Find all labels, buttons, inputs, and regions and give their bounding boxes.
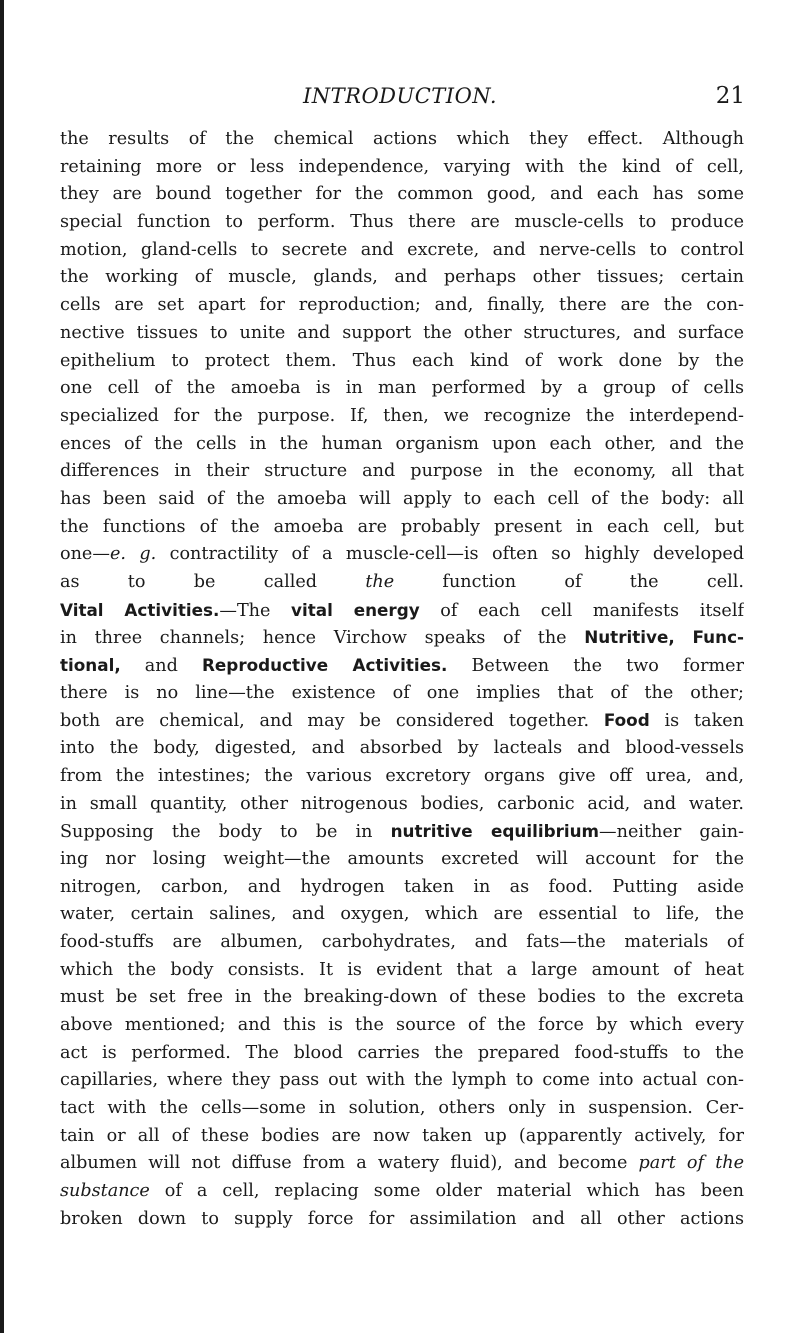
- text-run: nective tissues to unite and support the other structures, and surface: [60, 322, 744, 343]
- text-run: one cell of the amoeba is in man performed by a group of cells: [60, 378, 744, 399]
- text-run: is taken: [649, 711, 744, 732]
- bold-term: Food: [603, 710, 650, 731]
- page-header: [60, 78, 745, 114]
- text-line: [60, 403, 744, 431]
- text-run: —neither gain-: [599, 822, 744, 843]
- text-run: has been said of the amoeba will apply to each cell of the body: all: [60, 488, 744, 509]
- page-edge-shadow: [0, 0, 4, 1333]
- text-run: tain or all of these bodies are now taken up (apparently actively, for: [60, 1125, 744, 1146]
- text-run: both are chemical, and may be considered together.: [60, 711, 604, 732]
- text-line: [60, 431, 744, 459]
- text-run: retaining more or less independence, varying with the kind of cell,: [60, 156, 744, 177]
- text-run: food-stuffs are albumen, carbohydrates, and fats—the materials of: [60, 931, 744, 952]
- text-run: nitrogen, carbon, and hydrogen taken in as food. Putting aside: [60, 876, 744, 897]
- text-line: [60, 541, 744, 569]
- text-run: and: [120, 656, 202, 677]
- italic-text: substance: [60, 1181, 150, 1202]
- text-line: [60, 597, 744, 625]
- text-line: [60, 1040, 744, 1068]
- text-run: ing nor losing weight—the amounts excreted will account for the: [60, 848, 744, 869]
- text-line: [60, 264, 744, 292]
- text-run: which the body consists. It is evident that a large amount of heat: [60, 959, 744, 980]
- text-line: [60, 874, 744, 902]
- text-run: into the body, digested, and absorbed by lacteals and blood-vessels: [60, 738, 744, 759]
- text-line: [60, 735, 744, 763]
- text-line: [60, 154, 744, 182]
- text-run: in small quantity, other nitrogenous bodies, carbonic acid, and water.: [60, 793, 744, 814]
- text-line: [60, 680, 744, 708]
- text-run: one—: [60, 544, 110, 565]
- text-run: ences of the cells in the human organism upon each other, and the: [60, 433, 744, 454]
- text-run: the working of muscle, glands, and perhaps other tissues; certain: [60, 267, 744, 288]
- running-title: INTRODUCTION.: [302, 84, 498, 108]
- text-line: [60, 126, 744, 154]
- text-line: [60, 181, 744, 209]
- text-line: [60, 292, 744, 320]
- bold-term: tional,: [60, 655, 121, 676]
- text-run: specialized for the purpose. If, then, we recognize the interdepend-: [60, 405, 744, 426]
- text-run: there is no line—the existence of one implies that of the other;: [60, 682, 744, 703]
- text-run: the functions of the amoeba are probably present in each cell, but: [60, 516, 744, 537]
- text-line: [60, 818, 744, 846]
- bold-term: Vital Activities.: [60, 599, 220, 620]
- italic-text: e. g.: [109, 544, 157, 565]
- text-line: [60, 375, 744, 403]
- text-line: [60, 458, 744, 486]
- text-line: [60, 486, 744, 514]
- text-run: —The: [219, 600, 292, 621]
- text-run: in three channels; hence Virchow speaks of the: [60, 628, 585, 649]
- bold-term: Reproductive Activities.: [202, 655, 448, 676]
- text-line: [60, 901, 744, 929]
- text-run: water, certain salines, and oxygen, which are essential to life, the: [60, 904, 744, 925]
- text-run: Supposing the body to be in: [60, 822, 391, 843]
- text-line: [60, 791, 744, 819]
- text-run: cells are set apart for reproduction; and, finally, there are the con-: [60, 295, 744, 316]
- text-line: [60, 1095, 744, 1123]
- text-run: contractility of a muscle-cell—is often so highly developed: [156, 544, 744, 565]
- text-run: the results of the chemical actions which they effect. Although: [60, 129, 744, 149]
- text-line: [60, 569, 744, 597]
- text-line: [60, 624, 744, 652]
- text-run: Between the two former: [447, 656, 744, 677]
- text-line: [60, 1012, 744, 1040]
- bold-term: nutritive equilibrium: [390, 821, 600, 842]
- text-run: differences in their structure and purpose in the economy, all that: [60, 461, 744, 482]
- text-line: [60, 514, 744, 542]
- text-line: [60, 846, 744, 874]
- text-run: as to be called: [60, 572, 366, 592]
- text-line: [60, 1178, 744, 1206]
- text-run: above mentioned; and this is the source of the force by which every: [60, 1015, 744, 1035]
- text-run: must be set free in the breaking-down of these bodies to the excreta: [60, 987, 744, 1008]
- text-line: [60, 652, 744, 680]
- italic-text: part of the: [638, 1153, 744, 1174]
- text-line: [60, 1206, 744, 1234]
- text-line: [60, 1123, 744, 1151]
- text-line: [60, 763, 744, 791]
- text-run: motion, gland-cells to secrete and excrete, and nerve-cells to control: [60, 239, 744, 260]
- italic-text: the: [365, 572, 395, 592]
- text-line: [60, 1150, 744, 1178]
- bold-term: vital energy: [291, 599, 420, 620]
- text-run: function of the cell.: [394, 572, 744, 592]
- text-line: [60, 209, 744, 237]
- text-run: act is performed. The blood carries the prepared food-stuffs to the: [60, 1042, 744, 1063]
- text-line: [60, 237, 744, 265]
- text-run: special function to perform. Thus there are muscle-cells to produce: [60, 212, 744, 233]
- text-line: [60, 929, 744, 957]
- body-text: [60, 126, 744, 1234]
- text-run: capillaries, where they pass out with the lymph to come into actual con-: [60, 1070, 744, 1091]
- text-line: [60, 1067, 744, 1095]
- text-run: of a cell, replacing some older material which has been: [149, 1181, 744, 1202]
- text-run: epithelium to protect them. Thus each kind of work done by the: [60, 350, 744, 371]
- bold-term: Nutritive, Func-: [584, 627, 744, 648]
- text-run: tact with the cells—some in solution, others only in suspension. Cer-: [60, 1098, 744, 1119]
- text-line: [60, 957, 744, 985]
- text-run: from the intestines; the various excretory organs give off urea, and,: [60, 765, 744, 786]
- text-run: they are bound together for the common good, and each has some: [60, 184, 744, 205]
- text-line: [60, 984, 744, 1012]
- text-run: broken down to supply force for assimilation and all other actions: [60, 1208, 744, 1229]
- text-line: [60, 320, 744, 348]
- text-run: of each cell manifests itself: [419, 600, 744, 621]
- text-run: albumen will not diffuse from a watery fluid), and become: [60, 1153, 639, 1174]
- text-line: [60, 348, 744, 376]
- text-line: [60, 707, 744, 735]
- page-number: 21: [715, 83, 745, 109]
